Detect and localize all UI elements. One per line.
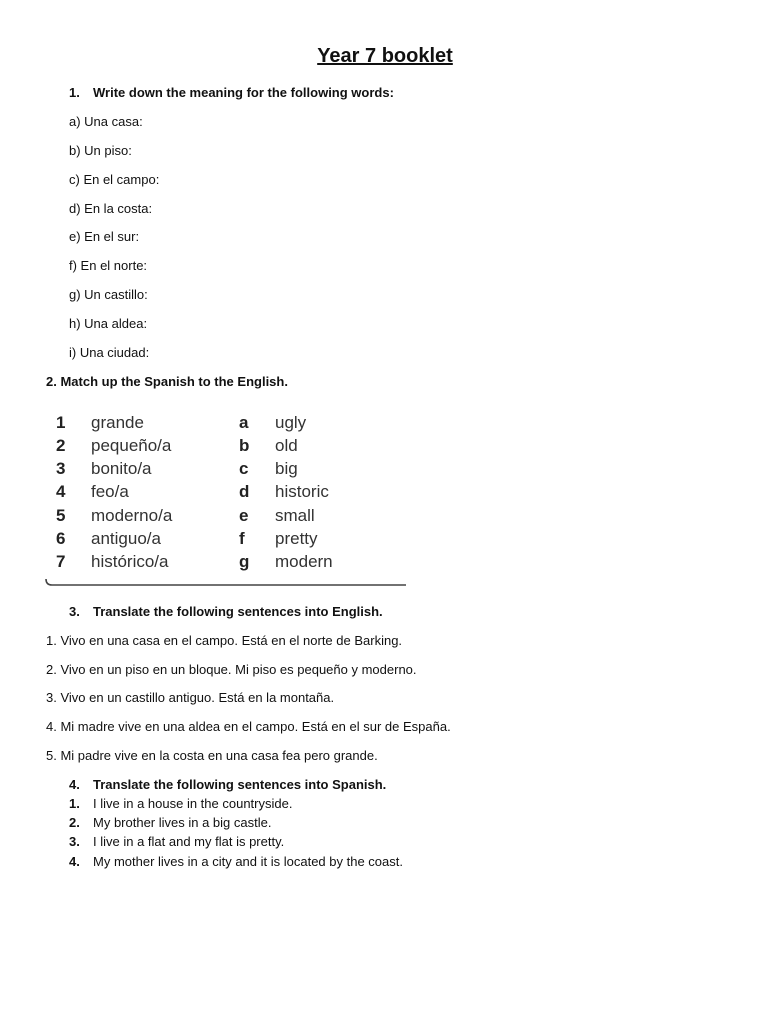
page-title: Year 7 booklet — [317, 45, 453, 67]
sentence-item — [69, 796, 292, 811]
sentence-item: 3. Vivo en un castillo antiguo. Está en la montaña. — [46, 690, 335, 705]
question-3-text: Translate the following sentences into English. — [93, 604, 383, 619]
sentence-item — [69, 854, 403, 869]
vocab-item: d) En la costa: — [69, 201, 153, 216]
match-row — [44, 413, 406, 436]
spanish-number: 4 — [56, 482, 66, 501]
table-bottom-rule — [44, 578, 406, 588]
match-row — [44, 436, 406, 459]
sentence-item: 1. Vivo en una casa en el campo. Está en el norte de Barking. — [46, 633, 403, 648]
english-letter: b — [239, 436, 250, 455]
spanish-word: grande — [91, 413, 144, 432]
spanish-number: 6 — [56, 529, 66, 548]
sentence-item: 2. Vivo en un piso en un bloque. Mi piso es pequeño y moderno. — [46, 662, 417, 677]
matching-table — [44, 398, 406, 590]
english-word: ugly — [275, 413, 307, 432]
item-number: 1. — [69, 796, 80, 811]
english-letter: f — [239, 529, 245, 548]
match-row — [44, 482, 406, 505]
item-text: I live in a house in the countryside. — [93, 796, 293, 811]
question-2-heading: 2. Match up the Spanish to the English. — [46, 374, 288, 389]
spanish-number: 5 — [56, 506, 66, 525]
match-row — [44, 459, 406, 482]
spanish-word: antiguo/a — [91, 529, 161, 548]
spanish-word: bonito/a — [91, 459, 152, 478]
question-3-number: 3. — [69, 604, 80, 619]
vocab-item: e) En el sur: — [69, 229, 140, 244]
item-text: My mother lives in a city and it is located by the coast. — [93, 854, 403, 869]
vocab-item: b) Un piso: — [69, 143, 132, 158]
spanish-number: 1 — [56, 413, 66, 432]
sentence-item: 5. Mi padre vive en la costa en una casa fea pero grande. — [46, 748, 378, 763]
english-word: big — [275, 459, 298, 478]
spanish-word: pequeño/a — [91, 436, 172, 455]
spanish-number: 2 — [56, 436, 66, 455]
spanish-word: feo/a — [91, 482, 129, 501]
english-letter: c — [239, 459, 249, 478]
item-text: My brother lives in a big castle. — [93, 815, 272, 830]
spanish-number: 7 — [56, 552, 66, 571]
match-row — [44, 552, 406, 575]
english-letter: g — [239, 552, 250, 571]
english-letter: d — [239, 482, 250, 501]
english-word: pretty — [275, 529, 318, 548]
spanish-word: moderno/a — [91, 506, 173, 525]
english-letter: e — [239, 506, 249, 525]
vocab-item: i) Una ciudad: — [69, 345, 150, 360]
sentence-item: 4. Mi madre vive en una aldea en el campo. Está en el sur de España. — [46, 719, 451, 734]
sentence-item — [69, 815, 271, 830]
match-row — [44, 529, 406, 552]
question-4-number: 4. — [69, 777, 80, 792]
english-word: old — [275, 436, 298, 455]
vocab-item: f) En el norte: — [69, 258, 148, 273]
question-4-heading — [69, 777, 386, 792]
match-row — [44, 506, 406, 529]
english-letter: a — [239, 413, 249, 432]
spanish-number: 3 — [56, 459, 66, 478]
question-1-heading — [69, 85, 394, 100]
vocab-item: a) Una casa: — [69, 114, 143, 129]
cropped-text-fragment — [92, 398, 332, 404]
item-number: 2. — [69, 815, 80, 830]
vocab-item: g) Un castillo: — [69, 287, 148, 302]
item-text: I live in a flat and my flat is pretty. — [93, 834, 285, 849]
vocab-item: h) Una aldea: — [69, 316, 148, 331]
question-1-number: 1. — [69, 85, 80, 100]
english-word: historic — [275, 482, 329, 501]
english-word: small — [275, 506, 315, 525]
item-number: 4. — [69, 854, 80, 869]
question-3-heading — [69, 604, 383, 619]
spanish-word: histórico/a — [91, 552, 169, 571]
question-4-text: Translate the following sentences into Spanish. — [93, 777, 387, 792]
question-1-text: Write down the meaning for the following words: — [93, 85, 394, 100]
english-word: modern — [275, 552, 333, 571]
item-number: 3. — [69, 834, 80, 849]
vocab-item: c) En el campo: — [69, 172, 160, 187]
sentence-item — [69, 834, 284, 849]
